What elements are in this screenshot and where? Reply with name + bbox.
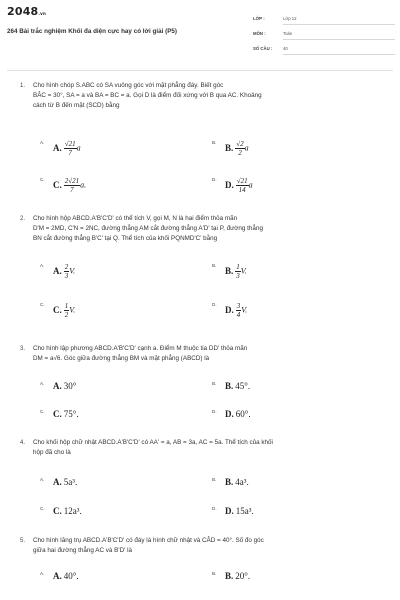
option-key: A. (40, 571, 45, 576)
stem-line: BN cắt đường thẳng B'C' tại Q. Thể tích của khối PQNMD'C' bằng (33, 235, 218, 242)
option-letter: A. (53, 265, 62, 276)
option-letter: D. (225, 179, 234, 190)
question-number: 1. (20, 83, 26, 89)
document-header (0, 0, 400, 70)
option-letter: D. (225, 304, 234, 315)
option-fraction: $\frac{√2}{2}$ (236, 140, 244, 157)
option-value: 30° (63, 381, 77, 391)
meta-value: Toán (283, 31, 293, 36)
option-fraction: $\frac{√21}{7}$ (64, 140, 76, 157)
meta-row-class (253, 13, 395, 25)
option-key: B. (212, 571, 217, 576)
stem-line: BÂC = 30°, SA = a và BA = BC = a. Gọi D là điểm đối xứng với B qua AC. Khoảng (33, 92, 262, 99)
header-divider (7, 70, 393, 71)
meta-key: LỚP : (253, 16, 265, 21)
option-key: D. (212, 177, 217, 182)
meta-key: SỐ CÂU : (253, 46, 273, 51)
option-key: D. (212, 302, 217, 307)
option-letter: A. (53, 142, 62, 153)
stem-line: DM = a√6. Góc giữa đường thẳng BM và mặt phẳng (ABCD) là (33, 355, 210, 362)
question-number: 5. (20, 538, 26, 544)
option-value: 4a³. (235, 477, 249, 487)
meta-underline (283, 39, 395, 40)
option-fraction: $\frac{√21}{14}$ (236, 177, 248, 194)
option-letter: B. (225, 381, 234, 391)
option-fraction: $\frac{3}{4}$ (236, 302, 241, 319)
question-stem (33, 344, 385, 364)
option-value: 75°. (63, 409, 79, 419)
option-key: C. (40, 506, 45, 511)
option-key: D. (212, 506, 217, 511)
option-key: C. (40, 177, 45, 182)
option-fraction: $\frac{2√21}{7}$ (64, 177, 80, 194)
stem-line: Cho khối hộp chữ nhật ABCD.A'B'C'D' có AA' = a, AB = 3a, AC = 5a. Thể tích của khối (33, 439, 273, 446)
option-value: 60°. (235, 409, 251, 419)
meta-value: Lớp 12 (283, 16, 297, 21)
option-letter: B. (225, 265, 234, 276)
option-key: A. (40, 263, 45, 268)
option-key: B. (212, 477, 217, 482)
option-key: A. (40, 381, 45, 386)
question-stem (33, 438, 385, 458)
meta-value: 40 (283, 46, 288, 51)
meta-row-count (253, 43, 395, 55)
option-fraction: $\frac{2}{3}$ (64, 263, 69, 280)
option-letter: A. (53, 571, 62, 581)
stem-line: giữa hai đường thẳng AC và B'D' là (33, 547, 132, 554)
meta-underline (283, 54, 395, 55)
meta-underline (283, 24, 395, 25)
question-stem (33, 536, 385, 556)
stem-line: Cho hình hộp ABCD.A'B'C'D' có thể tích V, gọi M, N là hai điểm thỏa mãn (33, 215, 238, 222)
option-letter: B. (225, 477, 234, 487)
option-letter: C. (53, 506, 62, 516)
option-value: 5a³. (63, 477, 78, 487)
option-key: B. (212, 263, 217, 268)
option-value: 15a³. (235, 506, 254, 516)
option-letter: B. (225, 142, 234, 153)
option-letter: C. (53, 409, 62, 419)
option-value: 20°. (235, 571, 251, 581)
option-value: 45°. (235, 381, 251, 391)
option-letter: C. (53, 179, 62, 190)
stem-line: Cho hình chóp S.ABC có SA vuông góc với mặt phẳng đáy. Biết góc (33, 82, 224, 89)
option-key: C. (40, 409, 45, 414)
option-letter: A. (53, 381, 62, 391)
option-key: D. (212, 409, 217, 414)
stem-line: hộp đã cho là (33, 449, 71, 456)
option-fraction: $\frac{1}{3}$ (236, 263, 240, 280)
question-stem (33, 81, 385, 111)
question-number: 4. (20, 440, 26, 446)
option-letter: D. (225, 506, 234, 516)
meta-key: MÔN : (253, 31, 266, 36)
option-value: 12a³. (63, 506, 82, 516)
option-letter: D. (225, 409, 234, 419)
question-number: 2. (20, 216, 26, 222)
logo-suffix-text: .vn (38, 11, 46, 16)
stem-line: D'M = 2MD, C'N = 2NC, đường thẳng AM cắt đường thẳng A'D' tại P, đường thẳng (33, 225, 263, 232)
option-key: A. (40, 140, 45, 145)
option-letter: A. (53, 477, 62, 487)
meta-row-subject (253, 28, 395, 40)
option-fraction: $\frac{1}{2}$ (64, 302, 69, 319)
option-value: 40°. (63, 571, 79, 581)
question-stem (33, 214, 385, 244)
option-key: C. (40, 302, 45, 307)
site-logo[interactable] (7, 5, 46, 18)
document-title: 264 Bài trắc nghiệm Khối đa diện cực hay có lời giải (P5) (7, 28, 178, 35)
option-key: B. (212, 381, 217, 386)
option-letter: B. (225, 571, 234, 581)
option-key: A. (40, 477, 45, 482)
logo-main-text: 2048 (7, 5, 39, 18)
option-letter: C. (53, 304, 62, 315)
stem-line: cách từ B đến mặt (SCD) bằng (33, 102, 120, 109)
stem-line: Cho hình lập phương ABCD.A'B'C'D' cạnh a. Điểm M thuộc tia DD' thỏa mãn (33, 345, 248, 352)
stem-line: Cho hình lăng trụ ABCD.A'B'C'D' có đáy là hình chữ nhật và CÂD = 40°. Số đo góc (33, 537, 264, 544)
question-number: 3. (20, 346, 26, 352)
option-key: B. (212, 140, 217, 145)
